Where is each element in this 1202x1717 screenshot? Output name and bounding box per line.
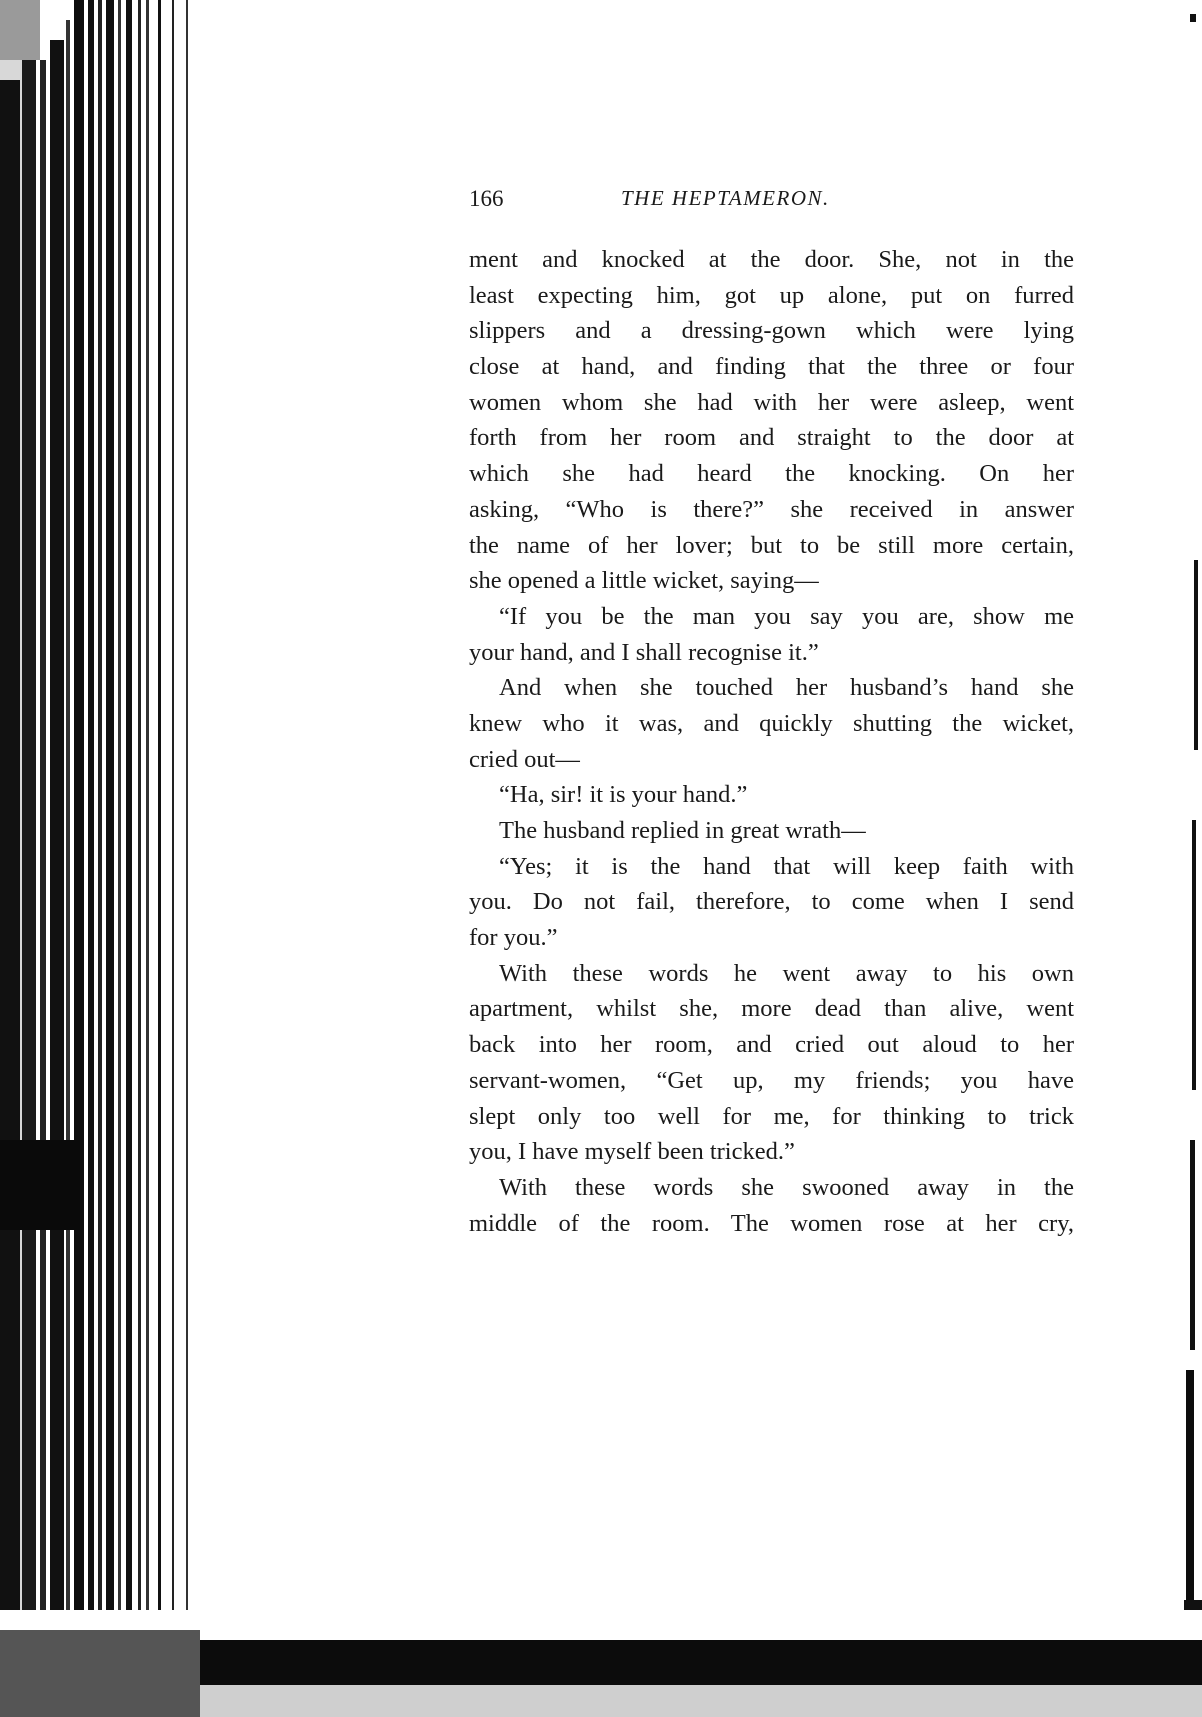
page-number: 166 [469, 186, 504, 211]
text-line: you. Do not fail, therefore, to come when I send [469, 888, 1074, 916]
text-line: ment and knocked at the door. She, not in the [469, 246, 1074, 273]
text-line: “Ha, sir! it is your hand.” [499, 781, 748, 809]
running-title: THE HEPTAMERON. [621, 186, 830, 210]
bottom-scan-shadow [0, 1610, 1202, 1717]
text-line: “If you be the man you say you are, show me [499, 602, 1074, 630]
running-head [469, 186, 1069, 218]
text-line: “Yes; it is the hand that will keep faith with [499, 852, 1074, 880]
text-line: middle of the room. The women rose at her cry, [469, 1209, 1074, 1237]
text-line: cried out— [469, 745, 580, 773]
text-line: With these words she swooned away in the [499, 1173, 1074, 1201]
text-line: slippers and a dressing-gown which were lying [469, 317, 1074, 345]
text-line: forth from her room and straight to the door at [469, 424, 1074, 452]
text-line: servant-women, “Get up, my friends; you have [469, 1066, 1074, 1094]
text-line: back into her room, and cried out aloud to her [469, 1031, 1074, 1059]
book-spine-shadow [0, 0, 200, 1717]
text-line: With these words he went away to his own [499, 959, 1074, 987]
text-line: apartment, whilst she, more dead than alive, went [469, 995, 1074, 1023]
text-line: The husband replied in great wrath— [499, 817, 866, 844]
text-line: for you.” [469, 924, 558, 952]
text-line: which she had heard the knocking. On her [469, 460, 1074, 488]
text-line: close at hand, and finding that the three or four [469, 353, 1074, 381]
text-line: least expecting him, got up alone, put on furred [469, 281, 1074, 309]
text-line: asking, “Who is there?” she received in answer [469, 495, 1074, 523]
right-page-edge [1150, 0, 1202, 1717]
text-line: the name of her lover; but to be still more certain, [469, 531, 1074, 559]
text-line: she opened a little wicket, saying— [469, 567, 819, 595]
text-line: slept only too well for me, for thinking to trick [469, 1102, 1074, 1130]
text-line: your hand, and I shall recognise it.” [469, 638, 819, 666]
text-line: you, I have myself been tricked.” [469, 1138, 795, 1166]
text-line: knew who it was, and quickly shutting the wicket, [469, 709, 1074, 737]
text-line: And when she touched her husband’s hand she [499, 674, 1074, 702]
body-text [469, 242, 1074, 1241]
text-line: women whom she had with her were asleep, went [469, 388, 1074, 416]
